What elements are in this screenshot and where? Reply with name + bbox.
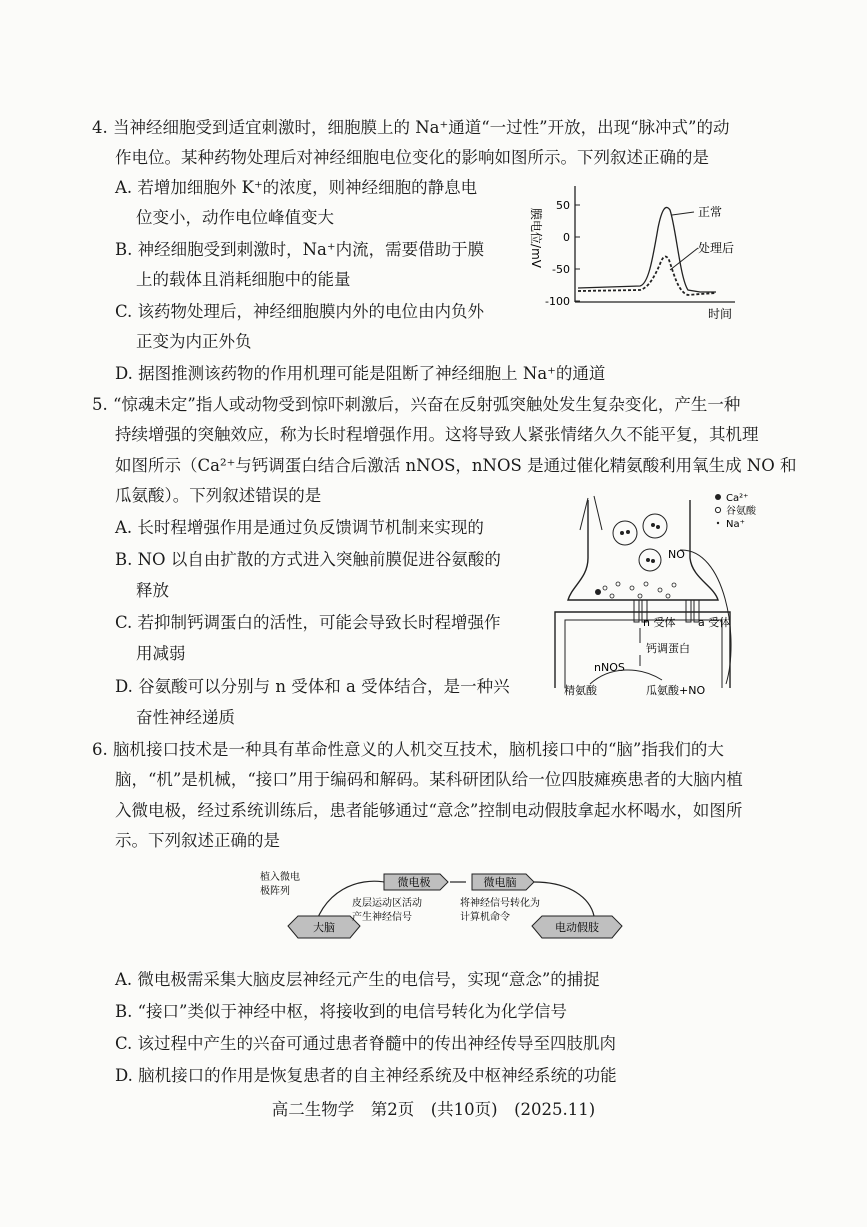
q5-synapse-diagram bbox=[550, 488, 765, 698]
q5-option-a: A. 长时程增强作用是通过负反馈调节机制来实现的 bbox=[115, 518, 484, 537]
q5-option-c-cont: 用减弱 bbox=[136, 644, 186, 663]
q4-option-d: D. 据图推测该药物的作用机理可能是阻断了神经细胞上 Na⁺的通道 bbox=[115, 364, 606, 383]
q6-flow-computer: 微电脑 bbox=[483, 876, 517, 889]
q6-flow-cortex-2: 产生神经信号 bbox=[352, 912, 412, 923]
glutamate-dots bbox=[603, 582, 676, 598]
q4-graph-tick-neg100: -100 bbox=[545, 295, 570, 308]
q4-graph-ylabel: 膜电位/mV bbox=[529, 208, 543, 268]
q5-legend-glu: 谷氨酸 bbox=[726, 506, 756, 517]
q6-stem-line-2: 脑，“机”是机械，“接口”用于编码和解码。某科研团队给一位四肢瘫痪患者的大脑内植 bbox=[115, 770, 743, 789]
q6-flow-implant-1: 植入微电 bbox=[260, 872, 300, 883]
q4-graph-treated-curve bbox=[578, 257, 716, 295]
q6-option-a: A. 微电极需采集大脑皮层神经元产生的电信号，实现“意念”的捕捉 bbox=[115, 970, 600, 989]
q5-diagram-a-receptor: a 受体 bbox=[698, 616, 731, 629]
q6-flow-limb: 电动假肢 bbox=[555, 921, 599, 934]
q4-stem-line-2: 作电位。某种药物处理后对神经细胞电位变化的影响如图所示。下列叙述正确的是 bbox=[115, 148, 709, 167]
q6-flow-convert-1: 将神经信号转化为 bbox=[460, 898, 540, 909]
q5-diagram-products: 瓜氨酸+NO bbox=[646, 684, 706, 697]
q6-bci-flow-diagram bbox=[250, 868, 640, 958]
legend-na-dot bbox=[717, 522, 719, 524]
legend-glu-dot bbox=[715, 507, 720, 512]
q4-graph-label-treated: 处理后 bbox=[698, 241, 735, 255]
q5-diagram-calmodulin: 钙调蛋白 bbox=[646, 642, 690, 655]
q5-option-d-cont: 奋性神经递质 bbox=[136, 708, 235, 727]
q4-option-c-cont: 正变为内正外负 bbox=[136, 332, 252, 351]
q4-graph-tick-50: 50 bbox=[556, 199, 570, 212]
vesicle-2 bbox=[643, 514, 667, 538]
q6-flow-implant-2: 极阵列 bbox=[260, 886, 290, 897]
q4-stem-line-1: 4. 当神经细胞受到适宜刺激时，细胞膜上的 Na⁺通道“一过性”开放，出现“脉冲式”的动 bbox=[92, 118, 730, 137]
q4-membrane-potential-graph bbox=[520, 178, 760, 328]
presynaptic-membrane bbox=[568, 500, 718, 600]
q4-graph-tick-0: 0 bbox=[563, 231, 570, 244]
q4-option-a-cont: 位变小，动作电位峰值变大 bbox=[136, 208, 334, 227]
q5-stem-line-3: 如图所示（Ca²⁺与钙调蛋白结合后激活 nNOS，nNOS 是通过催化精氨酸利用氧生成 NO 和 bbox=[115, 456, 797, 475]
q4-option-b: B. 神经细胞受到刺激时，Na⁺内流，需要借助于膜 bbox=[115, 240, 485, 259]
q4-option-b-cont: 上的载体且消耗细胞中的能量 bbox=[136, 270, 351, 289]
q5-option-b-cont: 释放 bbox=[136, 581, 169, 600]
n-receptor-channel bbox=[634, 600, 639, 622]
q6-flow-convert-2: 计算机命令 bbox=[460, 912, 510, 923]
q5-legend-ca: Ca²⁺ bbox=[726, 493, 749, 504]
q5-diagram-n-receptor: n 受体 bbox=[643, 616, 676, 629]
q6-stem-line-4: 示。下列叙述正确的是 bbox=[115, 831, 280, 850]
q4-graph-label-normal: 正常 bbox=[698, 205, 723, 219]
q4-option-c: C. 该药物处理后，神经细胞膜内外的电位由内负外 bbox=[115, 302, 485, 321]
vesicle-1 bbox=[613, 521, 637, 545]
q6-stem-line-1: 6. 脑机接口技术是一种具有革命性意义的人机交互技术，脑机接口中的“脑”指我们的大 bbox=[92, 740, 724, 759]
legend-ca-dot bbox=[715, 494, 721, 500]
q6-flow-arrow-3 bbox=[534, 882, 594, 916]
q5-legend-na: Na⁺ bbox=[726, 519, 745, 530]
q5-option-b: B. NO 以自由扩散的方式进入突触前膜促进谷氨酸的 bbox=[115, 550, 501, 569]
q6-flow-brain: 大脑 bbox=[313, 921, 335, 934]
q5-diagram-nnos: nNOS bbox=[594, 661, 625, 674]
q4-graph-xlabel: 时间 bbox=[707, 307, 733, 321]
q5-diagram-arginine: 精氨酸 bbox=[564, 684, 597, 697]
q6-stem-line-3: 入微电极，经过系统训练后，患者能够通过“意念”控制电动假肢拿起水杯喝水，如图所 bbox=[115, 801, 743, 820]
q6-flow-cortex-1: 皮层运动区活动 bbox=[352, 898, 422, 909]
q6-option-c: C. 该过程中产生的兴奋可通过患者脊髓中的传出神经传导至四肢肌肉 bbox=[115, 1034, 617, 1053]
q6-option-d: D. 脑机接口的作用是恢复患者的自主神经系统及中枢神经系统的功能 bbox=[115, 1066, 617, 1085]
q6-flow-electrode: 微电极 bbox=[397, 876, 431, 889]
q4-option-a: A. 若增加细胞外 K⁺的浓度，则神经细胞的静息电 bbox=[115, 178, 478, 197]
q6-option-b: B. “接口”类似于神经中枢，将接收到的电信号转化为化学信号 bbox=[115, 1002, 567, 1021]
q5-option-c: C. 若抑制钙调蛋白的活性，可能会导致长时程增强作 bbox=[115, 613, 501, 632]
q5-option-d: D. 谷氨酸可以分别与 n 受体和 a 受体结合，是一种兴 bbox=[115, 677, 510, 696]
page-footer: 高二生物学 第2页 (共10页) (2025.11) bbox=[271, 1100, 596, 1119]
q5-diagram-no: NO bbox=[668, 548, 685, 561]
q4-graph-tick-neg50: -50 bbox=[552, 263, 570, 276]
a-receptor-channel bbox=[686, 600, 691, 622]
q5-stem-line-2: 持续增强的突触效应，称为长时程增强作用。这将导致人紧张情绪久久不能平复，其机理 bbox=[115, 425, 759, 444]
q5-stem-line-1: 5. “惊魂未定”指人或动物受到惊吓刺激后，兴奋在反射弧突触处发生复杂变化，产生一种 bbox=[92, 395, 741, 414]
q5-stem-line-4: 瓜氨酸）。下列叙述错误的是 bbox=[115, 486, 322, 505]
